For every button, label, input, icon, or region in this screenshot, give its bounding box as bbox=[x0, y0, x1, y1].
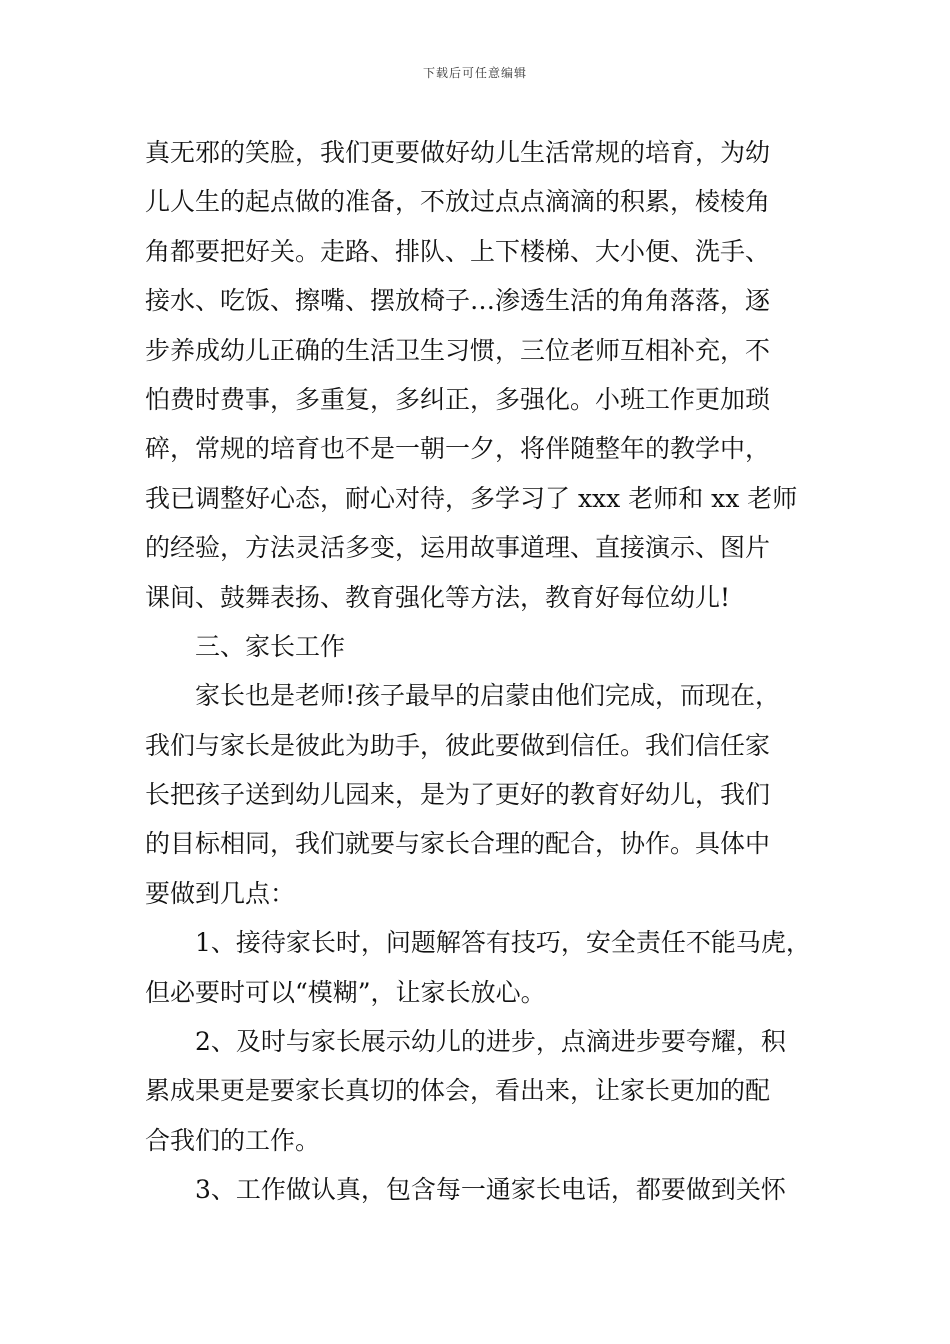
text-line: 儿人生的起点做的准备，不放过点点滴滴的积累，棱棱角 bbox=[145, 187, 771, 217]
header-note: 下载后可任意编辑 bbox=[422, 66, 527, 80]
document-body bbox=[145, 128, 835, 1215]
text-line: 家长也是老师!孩子最早的启蒙由他们完成，而现在， bbox=[195, 681, 781, 711]
text-line: 碎，常规的培育也不是一朝一夕，将伴随整年的教学中， bbox=[145, 434, 771, 464]
text-line: 我已调整好心态，耐心对待，多学习了 xxx 老师和 xx 老师 bbox=[145, 483, 798, 513]
text-line: 1、接待家长时，问题解答有技巧，安全责任不能马虎， bbox=[195, 928, 811, 958]
text-line: 步养成幼儿正确的生活卫生习惯，三位老师互相补充，不 bbox=[145, 335, 771, 365]
text-line: 要做到几点： bbox=[145, 878, 296, 908]
text-line: 但必要时可以“模糊”，让家长放心。 bbox=[145, 977, 546, 1007]
text-line: 真无邪的笑脸，我们更要做好幼儿生活常规的培育，为幼 bbox=[145, 138, 771, 167]
text-line: 的目标相同，我们就要与家长合理的配合，协作。具体中 bbox=[145, 829, 771, 859]
text-line: 长把孩子送到幼儿园来，是为了更好的教育好幼儿，我们 bbox=[145, 780, 771, 810]
text-line: 怕费时费事，多重复，多纠正，多强化。小班工作更加琐 bbox=[145, 384, 771, 414]
text-line: 2、及时与家长展示幼儿的进步，点滴进步要夸耀，积 bbox=[195, 1027, 786, 1057]
text-line: 累成果更是要家长真切的体会，看出来，让家长更加的配 bbox=[145, 1076, 771, 1106]
text-line: 三、家长工作 bbox=[195, 631, 346, 661]
text-line: 3、工作做认真，包含每一通家长电话，都要做到关怀 bbox=[195, 1175, 786, 1205]
text-line: 角都要把好关。走路、排队、上下楼梯、大小便、洗手、 bbox=[145, 236, 771, 266]
text-line: 合我们的工作。 bbox=[145, 1125, 321, 1155]
text-line: 的经验，方法灵活多变，运用故事道理、直接演示、图片 bbox=[145, 533, 771, 563]
text-line: 课间、鼓舞表扬、教育强化等方法，教育好每位幼儿! bbox=[145, 582, 731, 612]
text-line: 接水、吃饭、擦嘴、摆放椅子…渗透生活的角角落落，逐 bbox=[145, 286, 771, 316]
text-line: 我们与家长是彼此为助手，彼此要做到信任。我们信任家 bbox=[145, 730, 771, 760]
